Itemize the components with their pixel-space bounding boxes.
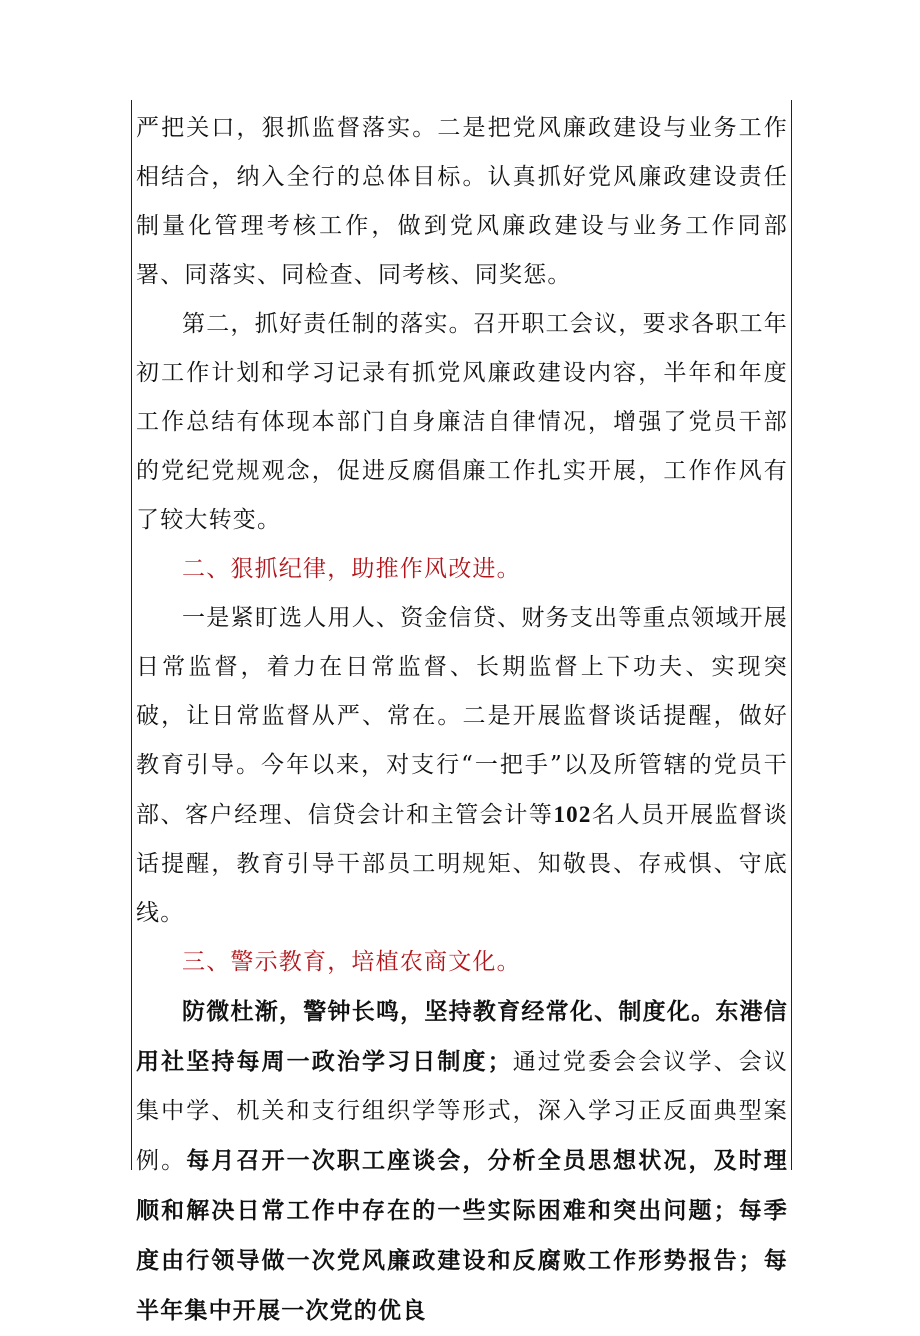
paragraph-4-normal: 通过党委会会议学、会议集中学、机关和支行组织学等形式，深入学习正反面典型案例。 xyxy=(136,1049,789,1174)
section-heading-2: 二、狠抓纪律，助推作风改进。 xyxy=(182,556,521,582)
paragraph-3-text-a: 一是紧盯选人用人、资金信贷、财务支出等重点领域开展日常监督，着力在日常监督、长期监督上下功夫、实现突破，让日常监督从严、常在。二是开展监督谈话提醒，做好教育引导。今年以来，对支行“一把手”以及所管辖的党员干部、客户经理、信贷会计和主管会计等 xyxy=(136,605,788,828)
paragraph-1: 严把关口，狠抓监督落实。二是把党风廉政建设与业务工作相结合，纳入全行的总体目标。认真抓好党风廉政建设责任制量化管理考核工作，做到党风廉政建设与业务工作同部署、同落实、同检查、同考核、同奖惩。 xyxy=(136,115,788,288)
paragraph-3-number: 102 xyxy=(553,802,592,827)
left-border-line xyxy=(131,100,132,1170)
paragraph-4 xyxy=(136,987,788,1336)
document-body xyxy=(136,104,788,1336)
paragraph-3-text-b: 名人员开展监督谈话提醒，教育引导干部员工明规矩、知敬畏、存戒惧、守底线。 xyxy=(136,802,788,926)
paragraph-2: 第二，抓好责任制的落实。召开职工会议，要求各职工年初工作计划和学习记录有抓党风廉政建设内容，半年和年度工作总结有体现本部门自身廉洁自律情况，增强了党员干部的党纪党规观念，促进反腐倡廉工作扎实开展，工作作风有了较大转变。 xyxy=(136,311,788,533)
section-heading-3: 三、警示教育，培植农商文化。 xyxy=(182,949,521,975)
right-border-line xyxy=(791,100,792,1170)
paragraph-3 xyxy=(136,594,788,938)
paragraph-4-bold-a: 防微杜渐，警钟长鸣，坚持教育经常化、制度化。东港信用社坚持每周一政治学习日制度； xyxy=(136,998,788,1075)
paragraph-4-bold-b: 每月召开一次职工座谈会，分析全员思想状况，及时理顺和解决日常工作中存在的一些实际困难和突出问题；每季度由行领导做一次党风廉政建设和反腐败工作形势报告；每半年集中开展一次党的优良 xyxy=(136,1147,788,1324)
